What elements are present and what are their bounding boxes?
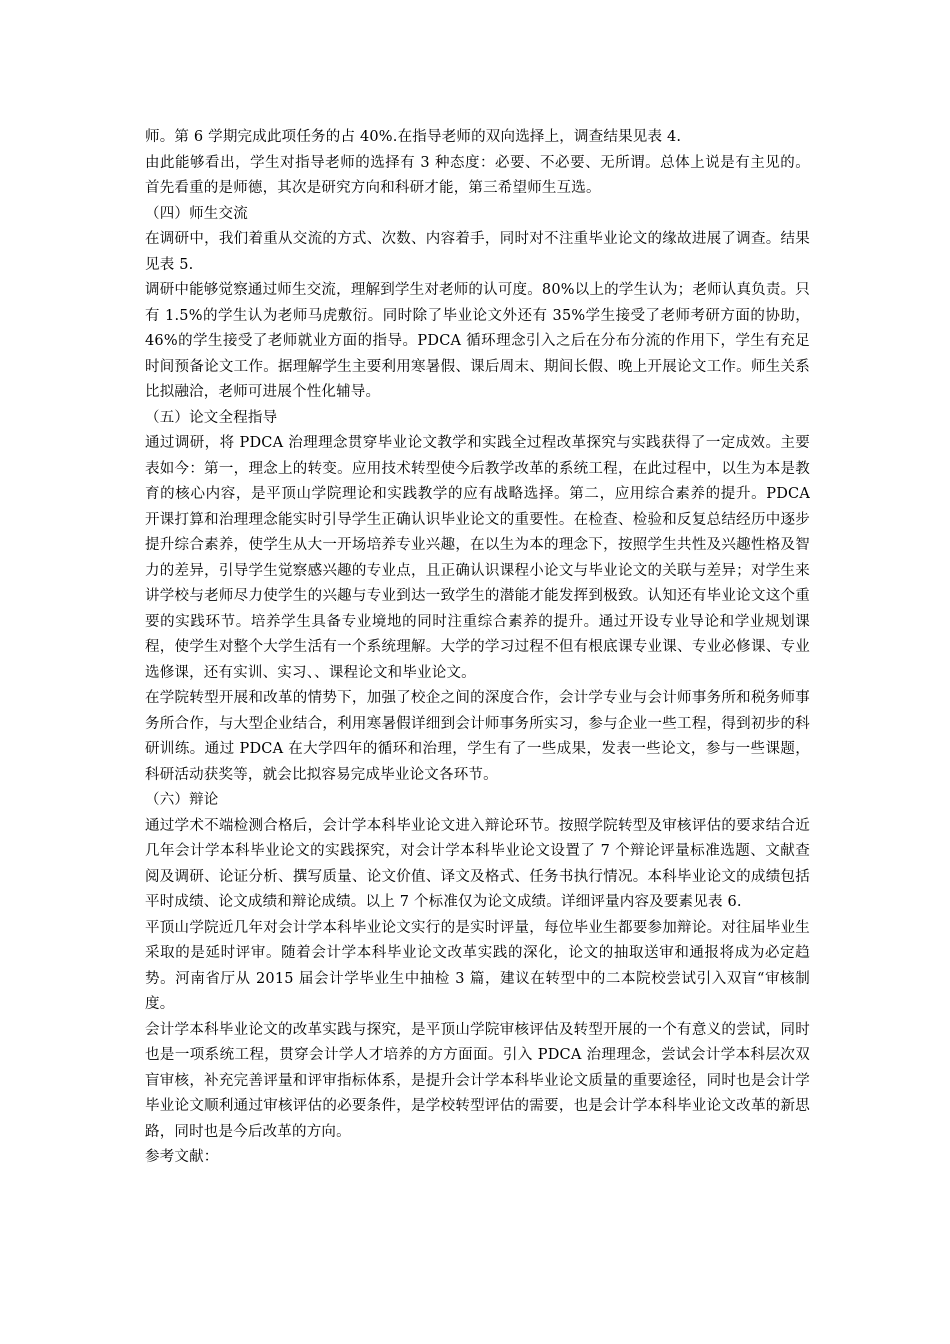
paragraph-advisor-choice: 由此能够看出，学生对指导老师的选择有 3 种态度：必要、不必要、无所谓。总体上说是有主见的。首先看重的是师德，其次是研究方向和科研才能，第三希望师生互选。 [145,154,810,196]
section-heading-defense: （六）辩论 [145,792,219,808]
section-heading-communication: （四）师生交流 [145,205,248,222]
paragraph-communication-findings: 调研中能够觉察通过师生交流，理解到学生对老师的认可度。80%以上的学生认为；老师认真负责。只有 1.5%的学生认为老师马虎敷衍。同时除了毕业论文外还有 35%学生接受了老师考研方面的协助，46%的学生接受了老师就业方面的指导。PDCA 循环理念引入之后在分布分流的作用下，学生有充足时间预备论文工作。据理解学生主要利用寒暑假、课后周末、期间长假、晚上开展论文工作。师生关系比拟融洽，老师可进展个性化辅导。 [145,282,810,400]
paragraph-table4-reference: 师。第 6 学期完成此项任务的占 40%.在指导老师的双向选择上，调查结果见表 4. [145,129,682,145]
paragraph-communication-survey: 在调研中，我们着重从交流的方式、次数、内容着手，同时对不注重毕业论文的缘故进展了调查。结果见表 5. [145,231,810,273]
section-heading-full-guidance: （五）论文全程指导 [145,409,278,426]
paragraph-school-enterprise: 在学院转型开展和改革的情势下，加强了校企之间的深度合作，会计学专业与会计师事务所和税务师事务所合作，与大型企业结合，利用寒暑假详细到会计师事务所实习，参与企业一些工程，得到初步的科研训练。通过 PDCA 在大学四年的循环和治理，学生有了一些成果，发表一些论文，参与一些课题，科研活动获奖等，就会比拟容易完成毕业论文各环节。 [145,690,810,783]
paragraph-defense-criteria: 通过学术不端检测合格后，会计学本科毕业论文进入辩论环节。按照学院转型及审核评估的要求结合近几年会计学本科毕业论文的实践探究，对会计学本科毕业论文设置了 7 个辩论评量标准选题、文献查阅及调研、论证分析、撰写质量、论文价值、译文及格式、任务书执行情况。本科毕业论文的成绩包括平时成绩、论文成绩和辩论成绩。以上 7 个标准仅为论文成绩。详细评量内容及要素见表 6. [145,817,810,910]
document-body [145,125,810,1171]
paragraph-conclusion: 会计学本科毕业论文的改革实践与探究，是平顶山学院审核评估及转型开展的一个有意义的尝试，同时也是一项系统工程，贯穿会计学人才培养的方方面面。引入 PDCA 治理理念，尝试会计学本科层次双盲审核，补充完善评量和评审指标体系，是提升会计学本科毕业论文质量的重要途径，同时也是会计学毕业论文顺利通过审核评估的必要条件，是学校转型评估的需要，也是会计学本科毕业论文改革的新思路，同时也是今后改革的方向。 [145,1021,810,1140]
references-heading: 参考文献： [145,1149,219,1165]
paragraph-full-guidance: 通过调研，将 PDCA 治理理念贯穿毕业论文教学和实践全过程改革探究与实践获得了一定成效。主要表如今：第一，理念上的转变。应用技术转型使今后教学改革的系统工程，在此过程中，以生为本是教育的核心内容，是平顶山学院理论和实践教学的应有战略选择。第二，应用综合素养的提升。PDCA 开课打算和治理理念能实时引导学生正确认识毕业论文的重要性。在检查、检验和反复总结经历中逐步提升综合素养，使学生从大一开场培养专业兴趣，在以生为本的理念下，按照学生共性及兴趣性格及智力的差异，引导学生觉察感兴趣的专业点，且正确认识课程小论文与毕业论文的关联与差异；对学生来讲学校与老师尽力使学生的兴趣与专业到达一致学生的潜能才能发挥到极致。认知还有毕业论文这个重要的实践环节。培养学生具备专业境地的同时注重综合素养的提升。通过开设专业导论和学业规划课程，使学生对整个大学生活有一个系统理解。大学的学习过程不但有根底课专业课、专业必修课、专业选修课，还有实训、实习、、课程论文和毕业论文。 [145,435,810,681]
paragraph-defense-review: 平顶山学院近几年对会计学本科毕业论文实行的是实时评量，每位毕业生都要参加辩论。对往届毕业生采取的是延时评审。随着会计学本科毕业论文改革实践的深化，论文的抽取送审和通报将成为必定趋势。河南省厅从 2015 届会计学毕业生中抽检 3 篇，建议在转型中的二本院校尝试引入双盲“审核制度。 [145,919,810,1012]
